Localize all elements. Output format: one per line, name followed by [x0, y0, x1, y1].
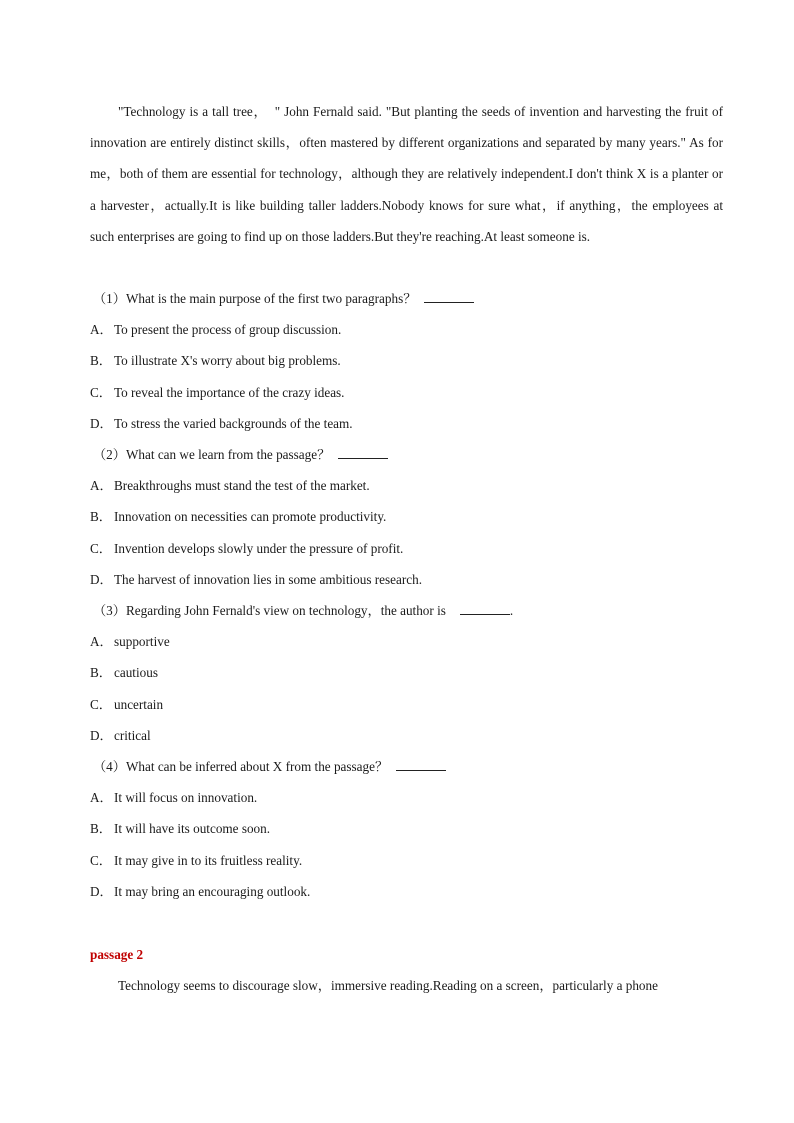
option-b: B． It will have its outcome soon. [90, 821, 271, 837]
option-b: B． cautious [90, 665, 158, 681]
document-page [90, 96, 723, 1001]
option-b: B． To illustrate X's worry about big problems. [90, 353, 341, 369]
option-c: C． uncertain [90, 696, 164, 712]
question-stem [90, 595, 723, 626]
question-number: （1） [93, 291, 126, 307]
option-c: C． Invention develops slowly under the pressure of profit. [90, 540, 404, 556]
question-number: （2） [93, 447, 126, 463]
passage2-title: passage 2 [90, 947, 144, 963]
question-suffix: . [509, 603, 514, 619]
option-a: A．To present the process of group discussion. [90, 322, 342, 338]
question-number: （3） [93, 603, 126, 619]
answer-blank [338, 446, 388, 459]
question-2 [90, 439, 723, 595]
option-c: C． It may give in to its fruitless reality. [90, 852, 303, 868]
question-text: What can we learn from the passage？ [125, 447, 331, 463]
answer-blank [424, 290, 474, 303]
question-text: What can be inferred about X from the passage？ [125, 759, 389, 775]
option-b: B． Innovation on necessities can promote productivity. [90, 509, 387, 525]
option-a: A．Breakthroughs must stand the test of the market. [90, 478, 370, 494]
option-d: D．To stress the varied backgrounds of the team. [90, 415, 353, 431]
passage2-paragraph: Technology seems to discourage slow，immersive reading.Reading on a screen，particularly a phone [118, 978, 658, 994]
option-d: D．The harvest of innovation lies in some ambitious research. [90, 571, 422, 587]
option-d: D．It may bring an encouraging outlook. [90, 883, 311, 899]
question-text: Regarding John Fernald's view on technology，the author is [125, 603, 446, 619]
question-stem [90, 283, 723, 314]
answer-blank [460, 602, 510, 615]
option-a: A．supportive [90, 634, 170, 650]
option-a: A．It will focus on innovation. [90, 790, 258, 806]
question-4 [90, 751, 723, 907]
option-d: D．critical [90, 727, 151, 743]
question-1 [90, 283, 723, 439]
question-text: What is the main purpose of the first two paragraphs？ [125, 291, 417, 307]
answer-blank [396, 758, 446, 771]
question-number: （4） [93, 759, 126, 775]
question-stem [90, 751, 723, 782]
question-stem [90, 439, 723, 470]
passage1-paragraph: "Technology is a tall tree， " John Fernald said. "But planting the seeds of invention and harvesting the fruit of innovation are entirely distinct skills，often mastered by different organizations and separated by many years." As for me，both of them are essential for technology，although they are relatively independent.I don't think X is a planter or a harvester，actually.It is like building taller ladders.Nobody knows for sure what，if anything，the employees at such enterprises are going to find up on those ladders.But they're reaching.At least someone is. [90, 104, 723, 244]
question-3 [90, 595, 723, 751]
option-c: C． To reveal the importance of the crazy ideas. [90, 384, 345, 400]
